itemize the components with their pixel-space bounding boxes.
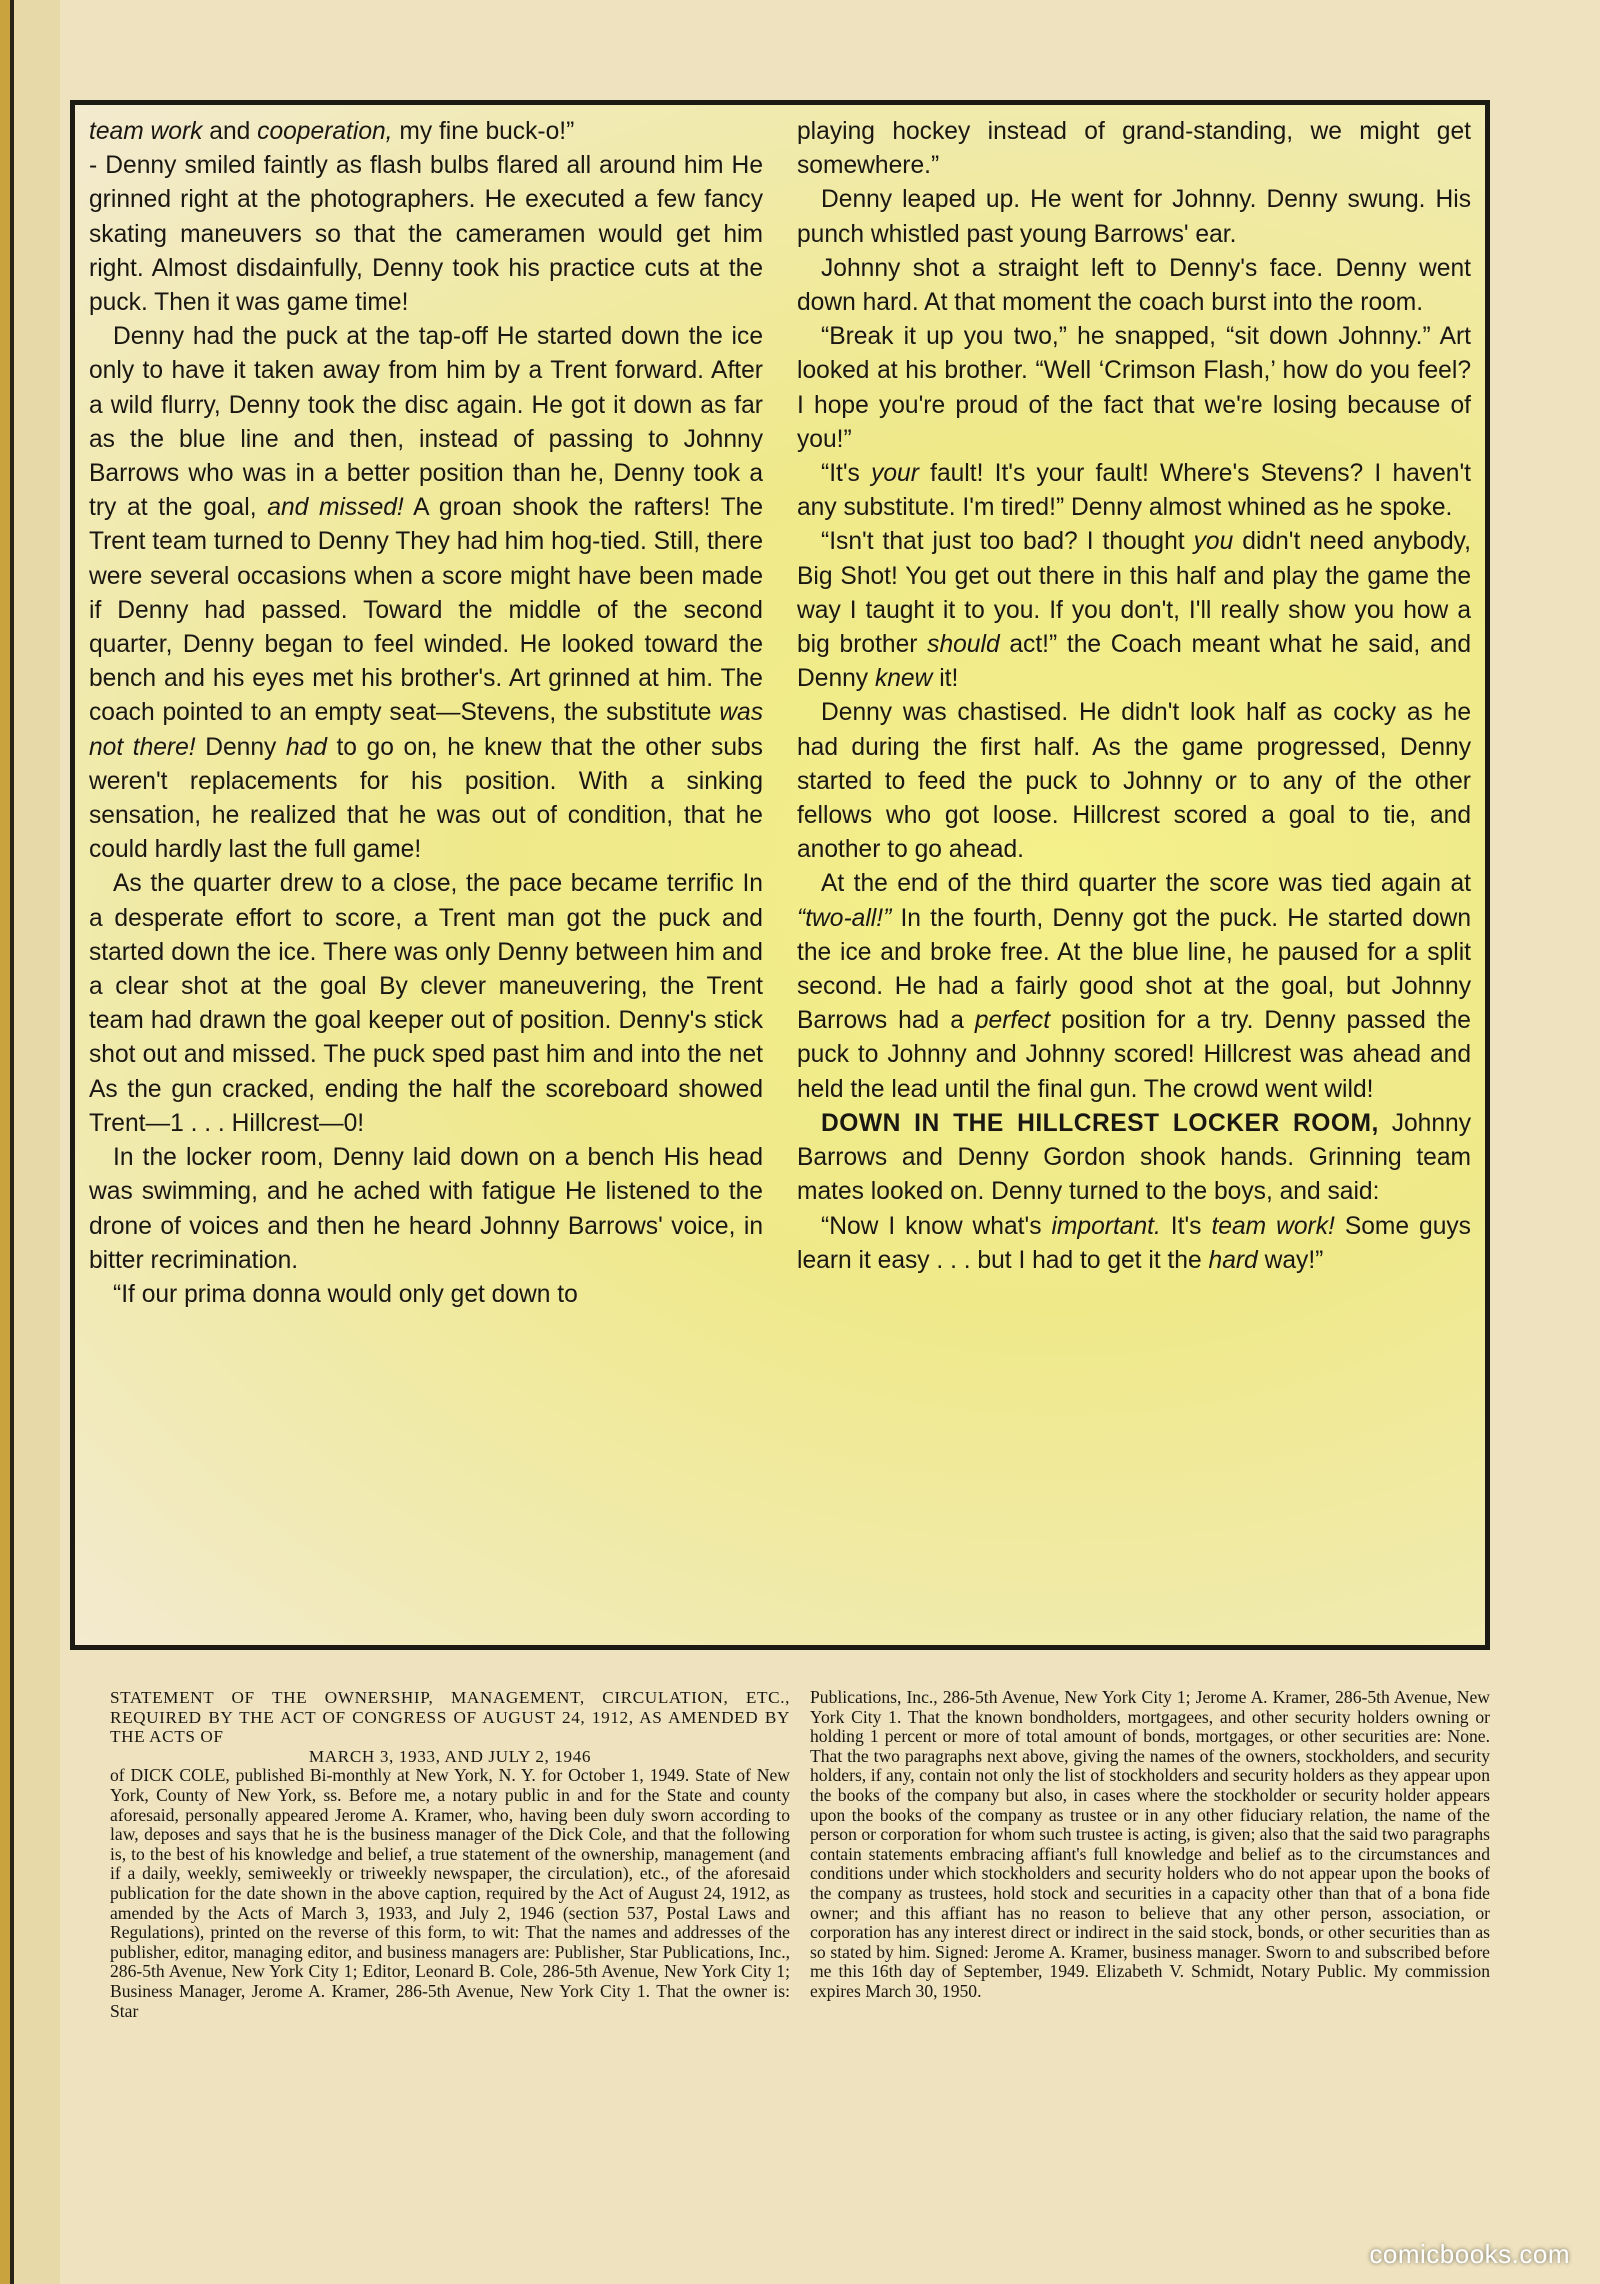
story-text-run: team work! [1211, 1212, 1335, 1240]
story-text-run: my fine buck-o!” [392, 118, 575, 145]
story-text-run: Denny was chastised. He didn't look half as cocky as he had during the first half. As the game progressed, Denny started to feed the puck to Johnny or to any of the other fellows who got loose. Hillcrest scored a goal to tie, and another to go ahead. [797, 699, 1471, 864]
story-text-run: and missed! [267, 494, 404, 522]
story-text-run: position for a try. Denny passed the puck to Johnny and Johnny scored! Hillcrest was ahead and held the lead until the final gun. The crowd went wild! [797, 1007, 1471, 1103]
story-paragraph [89, 867, 763, 1141]
story-paragraph [89, 115, 763, 149]
story-text-run: DOWN IN THE HILLCREST LOCKER ROOM, [821, 1109, 1379, 1137]
story-text-run: “It's [821, 460, 872, 488]
story-text-run: “Isn't that just too bad? I thought [821, 528, 1194, 556]
story-text-run: “two-all!” [797, 904, 892, 932]
story-text-run: Denny [195, 733, 286, 761]
story-text-run: As the quarter drew to a close, the pace became terrific In a desperate effort to score, a Trent man got the puck and started down the ice. There was only Denny between him and a clear shot at the goal By clever maneuvering, the Trent team had drawn the goal keeper out of position. Denny's stick shot out and missed. The puck sped past him and into the net As the gun cracked, ending the half the scoreboard showed Trent—1 . . . Hillcrest—0! [89, 870, 763, 1137]
story-text-run: Johnny Barrows and Denny Gordon shook hands. Grinning team mates looked on. Denny turned to the boys, and said: [797, 1109, 1471, 1206]
story-paragraph [89, 320, 763, 867]
statement-heading-dates: MARCH 3, 1933, AND JULY 2, 1946 [308, 1746, 592, 1766]
story-text-run: and [202, 118, 258, 145]
story-paragraph [797, 252, 1471, 320]
story-text-run: was not there! [89, 699, 763, 761]
story-text-run: Denny leaped up. He went for Johnny. Denny swung. His punch whistled past young Barrows' ear. [797, 186, 1471, 248]
story-paragraph [797, 183, 1471, 251]
story-text-run: “Now I know what's [821, 1212, 1052, 1240]
statement-heading: STATEMENT OF THE OWNERSHIP, MANAGEMENT, CIRCULATION, ETC., REQUIRED BY THE ACT OF CONGRESS OF AUGUST 24, 1912, AS AMENDED BY THE ACTS OF [110, 1688, 790, 1747]
story-paragraph [89, 1141, 763, 1278]
story-text-run: hard [1208, 1246, 1258, 1274]
story-paragraph [797, 1210, 1471, 1278]
story-text-run: important. [1051, 1212, 1161, 1240]
story-paragraph [797, 320, 1471, 457]
story-text-run: fault! It's your fault! Where's Stevens? I haven't any substitute. I'm tired!” Denny almost whined as he spoke. [797, 460, 1471, 522]
story-paragraph [797, 115, 1471, 183]
story-text-run: your [871, 460, 919, 488]
story-text-run: should [927, 631, 1000, 659]
site-watermark: comicbooks.com [1369, 2239, 1570, 2269]
story-text-run: had [285, 733, 327, 761]
story-text-run: In the locker room, Denny laid down on a bench His head was swimming, and he ached with fatigue He listened to the drone of voices and then he heard Johnny Barrows' voice, in bitter recrimination. [89, 1144, 763, 1274]
story-text-run: It's [1160, 1212, 1212, 1240]
story-text-run: team work [89, 118, 203, 145]
story-text-run: didn't need anybody, Big Shot! You get out there in this half and play the game the way I taught it to you. If you don't, I'll really show you how a big brother [797, 528, 1471, 659]
story-column-left [89, 115, 763, 1631]
story-paragraph [797, 867, 1471, 1106]
story-text-run: way!” [1257, 1246, 1324, 1274]
story-text-run: playing hockey instead of grand-standing, we might get somewhere.” [797, 118, 1471, 180]
story-text-run: cooperation, [257, 118, 393, 145]
story-text-run: A groan shook the rafters! The Trent team turned to Denny They had him hog-tied. Still, there were several occasions when a score might have been made if Denny had passed. Toward the middle of the second quarter, Denny began to feel winded. He looked toward the bench and his eyes met his brother's. Art grinned at him. The coach pointed to an empty seat—Stevens, the substitute [89, 494, 763, 727]
ownership-statement-left [110, 1688, 790, 2021]
story-text-run: In the fourth, Denny got the puck. He started down the ice and broke free. At the blue line, he paused for a split second. He had a fairly good shot at the goal, but Johnny Barrows had a [797, 904, 1471, 1035]
story-text-run: “Break it up you two,” he snapped, “sit down Johnny.” Art looked at his brother. “Well ‘Crimson Flash,’ how do you feel? I hope you're proud of the fact that we're losing because of you!” [797, 323, 1471, 453]
story-paragraph [797, 696, 1471, 867]
story-paragraph [89, 1278, 763, 1312]
page-binding-edge [0, 0, 60, 2284]
story-text-run: to go on, he knew that the other subs weren't replacements for his position. With a sinking sensation, he realized that he was out of condition, that he could hardly last the full game! [89, 733, 763, 864]
story-text-run: - Denny smiled faintly as flash bulbs flared all around him He grinned right at the photographers. He executed a few fancy skating maneuvers so that the cameramen would get him right. Almost disdainfully, Denny took his practice cuts at the puck. Then it was game time! [89, 152, 763, 317]
story-text-run: “If our prima donna would only get down to [113, 1280, 578, 1308]
story-column-right [797, 115, 1471, 1631]
story-text-run: At the end of the third quarter the score was tied again at [821, 870, 1471, 898]
story-text-run: Johnny shot a straight left to Denny's face. Denny went down hard. At that moment the coach burst into the room. [797, 254, 1471, 317]
statement-body-right: Publications, Inc., 286-5th Avenue, New York City 1; Jerome A. Kramer, 286-5th Avenue, New York City 1. That the known bondholders, mortgagees, and other security holders owning or holding 1 percent or more of total amount of bonds, mortgages, or other securities are: None. That the two paragraphs next above, giving the names of the owners, stockholders, and security holders, if any, contain not only the list of stockholders and security holders as they appear upon the books of the company but also, in cases where the stockholder or security holder appears upon the books of the company as trustee or in any other fiduciary relation, the name of the person or corporation for whom such trustee is acting, is given; also that the said two paragraphs contain statements embracing affiant's full knowledge and belief as to the circumstances and conditions under which stockholders and security holders who do not appear upon the books of the company as trustees, hold stock and securities in a capacity other than that of a bona fide owner; and this affiant has no reason to believe that any other person, association, or corporation has any interest direct or indirect in the said stock, bonds, or other securities than as so stated by him. Signed: Jerome A. Kramer, business manager. Sworn to and subscribed before me this 16th day of September, 1949. Elizabeth V. Schmidt, Notary Public. My commission expires March 30, 1950. [810, 1688, 1490, 2001]
story-text-run: you [1193, 528, 1234, 556]
statement-body-left: of DICK COLE, published Bi-monthly at New York, N. Y. for October 1, 1949. State of New York, County of New York, ss. Before me, a notary public in and for the State and county aforesaid, personally appeared Jerome A. Kramer, who, having been duly sworn according to law, deposes and says that he is the business manager of the Dick Cole, and that the following is, to the best of his knowledge and belief, a true statement of the ownership, management (and if a daily, weekly, semiweekly or triweekly newspaper, the circulation), etc., of the aforesaid publication for the date shown in the above caption, required by the Act of August 24, 1912, as amended by the Acts of March 3, 1933, and July 2, 1946 (section 537, Postal Laws and Regulations), printed on the reverse of this form, to wit: That the names and addresses of the publisher, editor, managing editor, and business managers are: Publisher, Star Publications, Inc., 286-5th Avenue, New York City 1; Editor, Leonard B. Cole, 286-5th Avenue, New York City 1; Business Manager, Jerome A. Kramer, 286-5th Avenue, New York City 1. That the owner is: Star [110, 1765, 790, 2021]
story-paragraph [797, 1107, 1471, 1210]
story-text-run: perfect [974, 1007, 1051, 1035]
story-paragraph [797, 525, 1471, 696]
story-paragraph [89, 149, 763, 320]
story-text-run: Some guys learn it easy . . . but I had to get it the [797, 1212, 1471, 1274]
ownership-statement-right [810, 1688, 1490, 2002]
story-text-panel [70, 100, 1490, 1650]
story-text-run: act!” the Coach meant what he said, and Denny [797, 631, 1471, 693]
story-text-run: knew [874, 665, 933, 693]
story-paragraph [797, 457, 1471, 525]
story-text-run: it! [932, 665, 959, 693]
story-text-run: Denny had the puck at the tap-off He started down the ice only to have it taken away from him by a Trent forward. After a wild flurry, Denny took the disc again. He got it down as far as the blue line and then, instead of passing to Johnny Barrows who was in a better position than he, Denny took a try at the goal, [89, 323, 763, 522]
